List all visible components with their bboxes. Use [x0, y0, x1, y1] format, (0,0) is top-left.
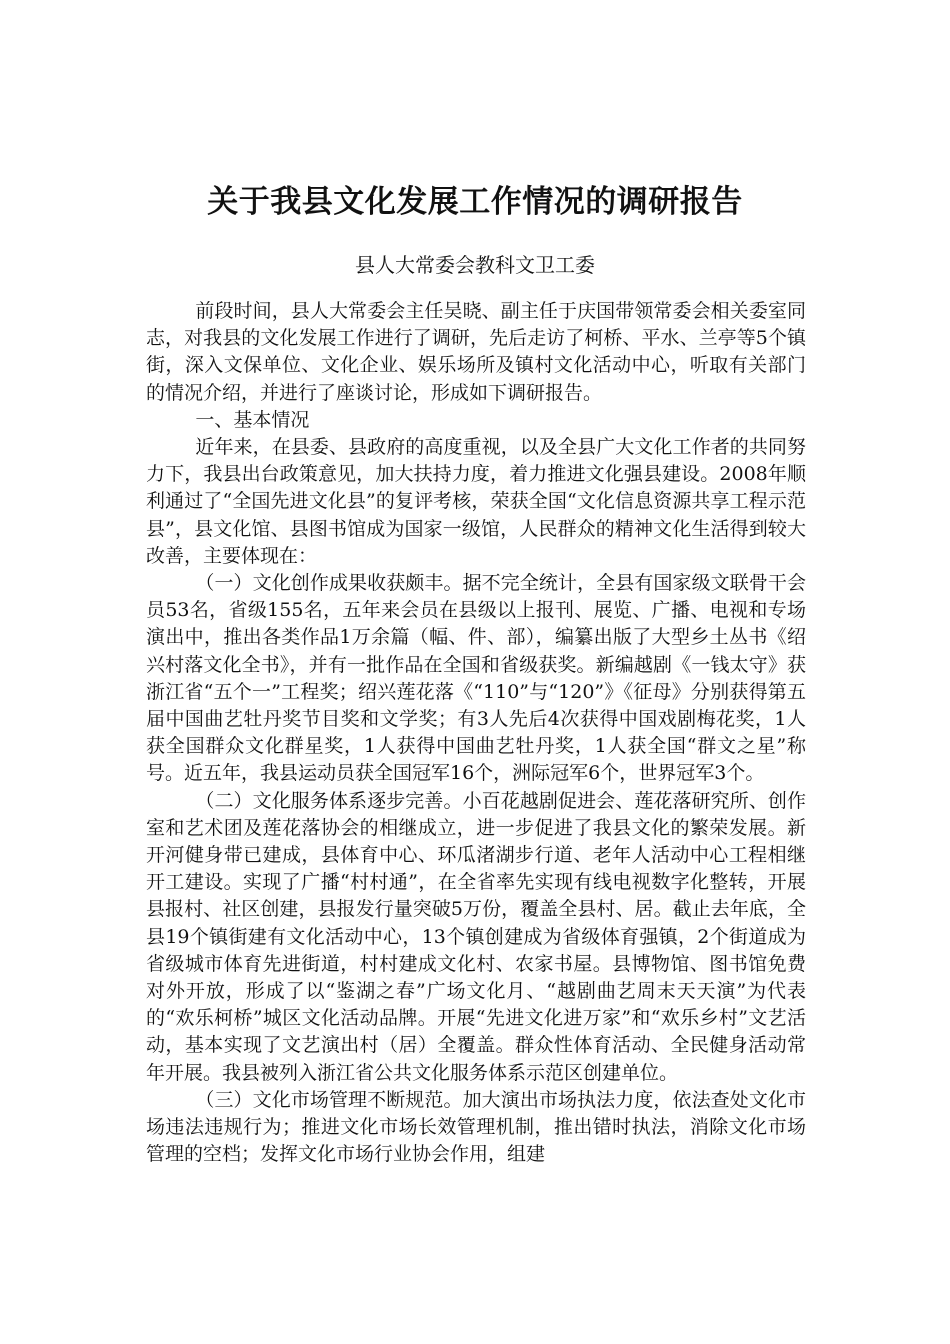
paragraph-service-system: （二）文化服务体系逐步完善。小百花越剧促进会、莲花落研究所、创作室和艺术团及莲花落协会的相继成立，进一步促进了我县文化的繁荣发展。新开河健身带已建成，县体育中心、环瓜渚湖步行道、老年人活动中心工程相继开工建设。实现了广播“村村通”，在全省率先实现有线电视数字化整转，开展县报村、社区创建，县报发行量突破5万份，覆盖全县村、居。截止去年底，全县19个镇街建有文化活动中心，13个镇创建成为省级体育强镇，2个街道成为省级城市体育先进街道，村村建成文化村、农家书屋。县博物馆、图书馆免费对外开放，形成了以“鉴湖之春”广场文化月、“越剧曲艺周末天天演”为代表的“欢乐柯桥”城区文化活动品牌。开展“先进文化进万家”和“欢乐乡村”文艺活动，基本实现了文艺演出村（居）全覆盖。群众性体育活动、全民健身活动常年开展。我县被列入浙江省公共文化服务体系示范区创建单位。: [146, 789, 806, 1084]
section-heading-basic-situation: 一、基本情况: [195, 408, 310, 431]
document-title: 关于我县文化发展工作情况的调研报告: [207, 184, 743, 220]
document-body: [146, 298, 806, 1169]
paragraph-overview: 近年来，在县委、县政府的高度重视，以及全县广大文化工作者的共同努力下，我县出台政策意见，加大扶持力度，着力推进文化强县建设。2008年顺利通过了“全国先进文化县”的复评考核，荣获全国“文化信息资源共享工程示范县”，县文化馆、县图书馆成为国家一级馆，人民群众的精神文化生活得到较大改善，主要体现在：: [146, 436, 806, 567]
paragraph-creation-results: （一）文化创作成果收获颇丰。据不完全统计，全县有国家级文联骨干会员53名，省级155名，五年来会员在县级以上报刊、展览、广播、电视和专场演出中，推出各类作品1万余篇（幅、件、部），编纂出版了大型乡土丛书《绍兴村落文化全书》，并有一批作品在全国和省级获奖。新编越剧《一钱太守》获浙江省“五个一”工程奖；绍兴莲花落《“110”与“120”》《征母》分别获得第五届中国曲艺牡丹奖节目奖和文学奖；有3人先后4次获得中国戏剧梅花奖，1人获全国群众文化群星奖，1人获得中国曲艺牡丹奖，1人获全国“群文之星”称号。近五年，我县运动员获全国冠军16个，洲际冠军6个，世界冠军3个。: [146, 572, 806, 785]
paragraph-market-management: （三）文化市场管理不断规范。加大演出市场执法力度，依法查处文化市场违法违规行为；推进文化市场长效管理机制，推出错时执法，消除文化市场管理的空档；发挥文化市场行业协会作用，组建: [146, 1088, 806, 1166]
document-author: 县人大常委会教科文卫工委: [355, 253, 595, 277]
paragraph-intro: 前段时间，县人大常委会主任吴晓、副主任于庆国带领常委会相关委室同志，对我县的文化发展工作进行了调研，先后走访了柯桥、平水、兰亭等5个镇街，深入文保单位、文化企业、娱乐场所及镇村文化活动中心，听取有关部门的情况介绍，并进行了座谈讨论，形成如下调研报告。: [146, 300, 806, 404]
